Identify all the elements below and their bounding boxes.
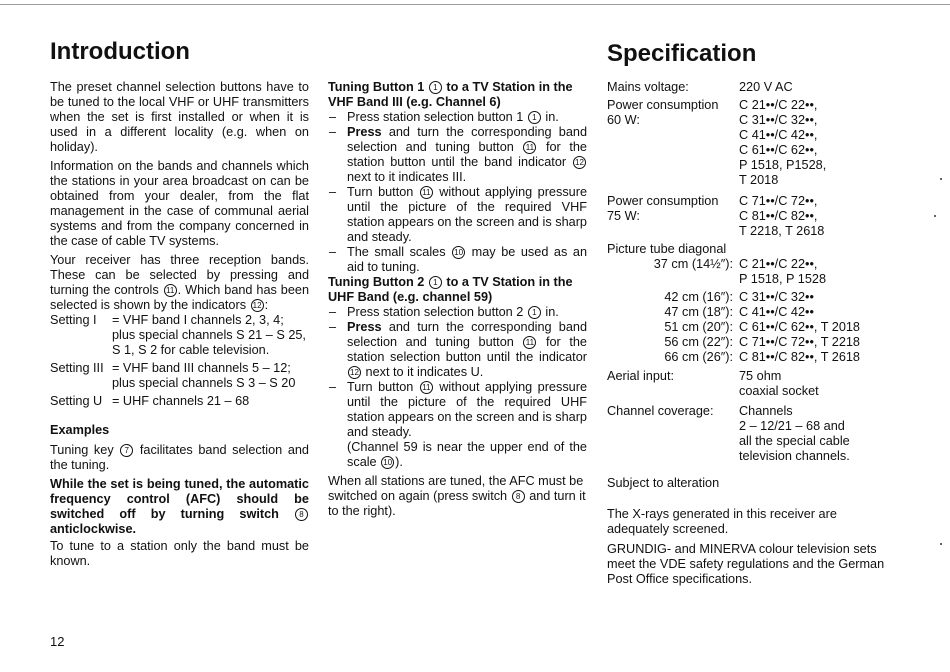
circled-number-12-icon: 12 <box>348 366 361 379</box>
spec-row-mains <box>607 80 897 95</box>
spec-tube-table <box>607 257 897 365</box>
spec-value: 75 ohm coaxial socket <box>739 369 819 398</box>
intro-paragraph-1: The preset channel selection buttons have to be tuned to the local VHF or UHF transmitters when the set is first installed or when it is used in a different locality (e.g. when on holiday). <box>50 80 309 154</box>
top-rule <box>0 4 950 5</box>
introduction-column <box>50 80 309 573</box>
tuning-button-1-heading: Tuning Button 1 1 to a TV Station in the VHF Band III (e.g. Channel 6) <box>328 80 573 109</box>
spec-label: Power consumption 60 W: <box>607 98 719 127</box>
spec-tube-label: Picture tube diagonal <box>607 242 727 256</box>
intro-paragraph-2: Information on the bands and channels which the stations in your area broadcast on can be obtained from your dealer, from the flat management in the case of communal aerial systems and from the company concerned in the case of cable TV systems. <box>50 159 309 248</box>
circled-number-11-icon: 11 <box>164 284 177 297</box>
circled-number-8-icon: 8 <box>295 508 308 521</box>
circled-number-1-icon: 1 <box>429 81 442 94</box>
spec-xray-note: The X-rays generated in this receiver are adequately screened. <box>607 507 837 536</box>
setting-value: = VHF band I channels 2, 3, 4; plus special channels S 21 – S 25, S 1, S 2 for cable television. <box>112 313 306 357</box>
examples-paragraph: Tuning key 7 facilitates band selection and the tuning. <box>50 443 309 472</box>
spec-subject-to-alteration: Subject to alteration <box>607 476 720 490</box>
spec-value: C 71••/C 72••, C 81••/C 82••, T 2218, T 2618 <box>739 194 825 238</box>
tuning-column <box>328 80 587 523</box>
tube-row: 56 cm (22″): C 71••/C 72••, T 2218 <box>664 335 860 349</box>
intro-paragraph-3: Your receiver has three reception bands. These can be selected by pressing and turning the controls 11 . Which band has been selected is shown by the indicators 12 : <box>50 253 310 312</box>
setting-label: Setting I <box>50 313 97 327</box>
page-title-introduction: Introduction <box>50 38 190 65</box>
spec-row-power-60w <box>607 98 897 188</box>
setting-row <box>50 394 309 409</box>
setting-row <box>50 361 309 391</box>
tube-row: 37 cm (14½″): C 21••/C 22••, <box>653 257 818 271</box>
spec-value: Channels 2 – 12/21 – 68 and all the special cable television channels. <box>739 404 850 463</box>
circled-number-1-icon: 1 <box>528 111 541 124</box>
specification-column <box>607 80 897 587</box>
circled-number-1-icon: 1 <box>429 276 442 289</box>
circled-number-11-icon: 11 <box>420 381 433 394</box>
tube-row: 47 cm (18″): C 41••/C 42•• <box>664 305 814 319</box>
spec-label: Mains voltage: <box>607 80 689 94</box>
tube-row: 51 cm (20″): C 61••/C 62••, T 2018 <box>664 320 860 334</box>
scan-speck <box>934 215 936 217</box>
tuning-step: – The small scales 10 may be used as an aid to tuning. <box>328 245 587 275</box>
page-number: 12 <box>50 634 65 649</box>
afc-warning: While the set is being tuned, the automatic frequency control (AFC) should be switched off by turning switch 8 anticlockwise. <box>50 477 309 536</box>
setting-label: Setting III <box>50 361 104 375</box>
tuning-step: – Turn button 11 without applying pressure until the picture of the required UHF station appears on the screen and is sharp and steady. (Channel 59 is near the upper end of the scale 10 ). <box>328 380 587 470</box>
circled-number-12-icon: 12 <box>573 156 586 169</box>
setting-value: = VHF band III channels 5 – 12; plus special channels S 3 – S 20 <box>112 361 296 390</box>
spec-compliance-note: GRUNDIG- and MINERVA colour television sets meet the VDE safety regulations and the German Post Office specifications. <box>607 542 885 586</box>
scan-speck <box>940 543 942 545</box>
setting-row <box>50 313 309 358</box>
tuning-step: – Press and turn the corresponding band selection and tuning button 11 for the station button until the band indicator 12 next to it indicates III. <box>328 125 587 185</box>
spec-value: C 21••/C 22••, C 31••/C 32••, C 41••/C 42••, C 61••/C 62••, P 1518, P1528, T 2018 <box>739 98 827 187</box>
tube-row: 42 cm (16″): C 31••/C 32•• <box>664 290 814 304</box>
circled-number-11-icon: 11 <box>523 336 536 349</box>
setting-label: Setting U <box>50 394 103 408</box>
tuning-step: – Press station selection button 2 1 in. <box>328 305 587 320</box>
intro-closing-paragraph: To tune to a station only the band must be known. <box>50 539 309 568</box>
scan-speck <box>940 178 942 180</box>
spec-label: Aerial input: <box>607 369 674 383</box>
tube-row: 66 cm (26″): C 81••/C 82••, T 2618 <box>664 350 860 364</box>
page-title-specification: Specification <box>607 40 757 67</box>
spec-value: 220 V AC <box>739 80 793 94</box>
tuning-step: – Turn button 11 without applying pressure until the picture of the required VHF station appears on the screen and is sharp and steady. <box>328 185 587 245</box>
spec-label: Power consumption 75 W: <box>607 194 719 223</box>
circled-number-11-icon: 11 <box>420 186 433 199</box>
tuning-button-2-heading: Tuning Button 2 1 to a TV Station in the UHF Band (e.g. channel 59) <box>328 275 573 304</box>
spec-label: Channel coverage: <box>607 404 714 418</box>
spec-row-aerial <box>607 369 897 399</box>
circled-number-7-icon: 7 <box>120 444 133 457</box>
tuning-step: – Press and turn the corresponding band selection and tuning button 11 for the station selection button until the indicator 12 next to it indicates U. <box>328 320 587 380</box>
tuning-step: – Press station selection button 1 1 in. <box>328 110 587 125</box>
circled-number-12-icon: 12 <box>251 299 264 312</box>
tube-row: P 1518, P 1528 <box>739 272 827 286</box>
spec-row-power-75w <box>607 194 897 239</box>
circled-number-8-icon: 8 <box>512 490 525 503</box>
circled-number-1-icon: 1 <box>528 306 541 319</box>
circled-number-10-icon: 10 <box>381 456 394 469</box>
examples-heading: Examples <box>50 423 110 437</box>
setting-value: = UHF channels 21 – 68 <box>112 394 250 408</box>
circled-number-10-icon: 10 <box>452 246 465 259</box>
circled-number-11-icon: 11 <box>523 141 536 154</box>
spec-row-coverage <box>607 404 897 464</box>
tuning-closing-paragraph: When all stations are tuned, the AFC must be switched on again (press switch 8 and turn it to the right). <box>328 474 586 518</box>
